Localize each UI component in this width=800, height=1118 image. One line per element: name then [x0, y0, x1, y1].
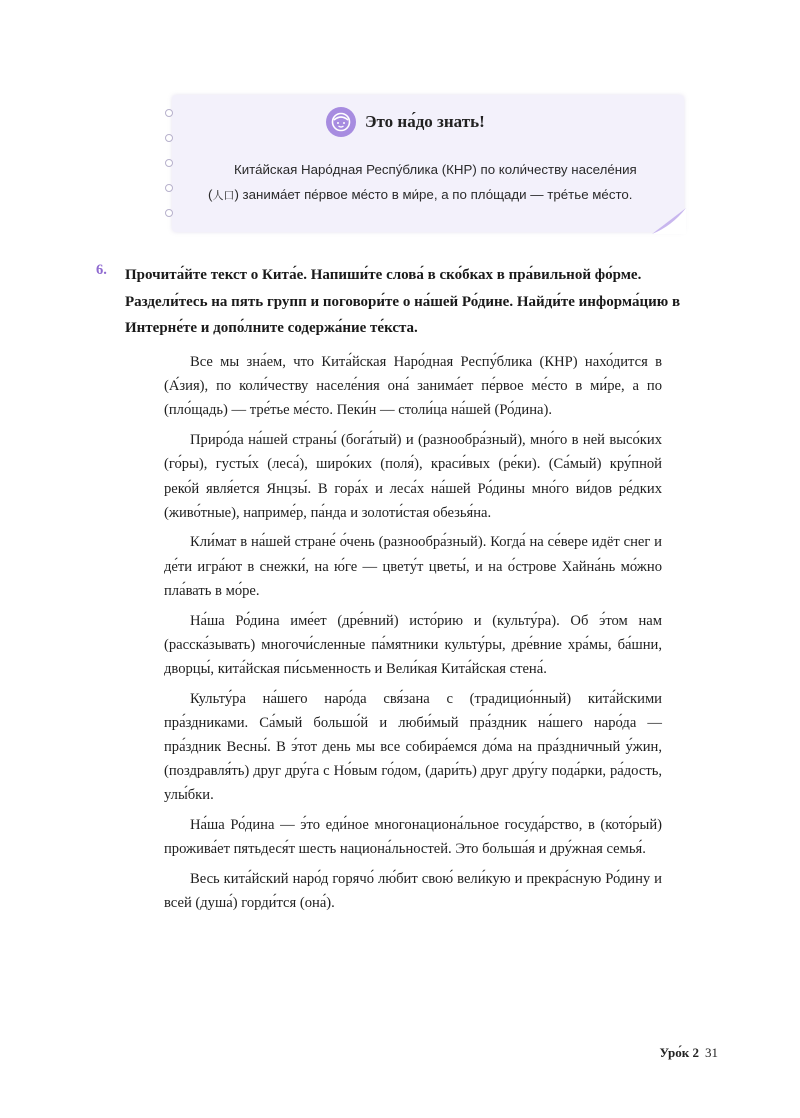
note-title: Это на́до знать! [365, 112, 485, 131]
task-number: 6. [96, 262, 107, 278]
paragraph: Культу́ра на́шего наро́да свя́зана с (традицио́нный) кита́йскими пра́здниками. Са́мый большо́й и люби́мый пра́здник на́шего наро́да — пра́здник Весны́. В э́тот день мы все собира́емся до́ма на пра́здничный у́жин, (поздравля́ть) друг дру́га с Но́вым го́дом, (дари́ть) друг дру́гу пода́рки, ра́дость, улы́бки. [164, 690, 662, 804]
page-number: 31 [705, 1045, 718, 1060]
paragraph: Приро́да на́шей страны́ (бога́тый) и (разнообра́зный), мно́го в ней высо́ких (го́ры), густы́х (леса́), широ́ких (поля́), краси́вых (ре́ки). (Са́мый) кру́пной реко́й явля́ется Янцзы́. В гора́х и леса́х на́шей Ро́дины мно́го ви́дов ре́дких (живо́тные), наприме́р, па́нда и золоти́стая обезья́на. [164, 432, 662, 521]
binder-ring-icon [165, 134, 173, 142]
info-note [172, 95, 684, 232]
binder-ring-icon [165, 184, 173, 192]
note-header [326, 107, 485, 137]
page-fold-icon [652, 208, 686, 234]
binder-rings [165, 109, 183, 234]
note-line-2-pre: ( [208, 187, 213, 202]
face-badge-icon [326, 107, 356, 137]
lesson-label: Уро́к 2 [659, 1045, 699, 1060]
paragraph: Все мы зна́ем, что Кита́йская Наро́дная Респу́блика (КНР) нахо́дится в (А́зия), по коли́честву населе́ния она́ занима́ет пе́рвое ме́сто в ми́ре, а по (пло́щадь) — тре́тье ме́сто. Пеки́н — столи́ца на́шей (Ро́дина). [164, 354, 662, 419]
note-text [208, 157, 668, 208]
paragraph: Весь кита́йский наро́д горячо́ лю́бит свою́ вели́кую и прекра́сную Ро́дину и всей (душа́) горди́тся (она́). [164, 871, 662, 912]
note-line-2-chinese: 人口 [212, 189, 235, 202]
note-line-2-post: ) занима́ет пе́рвое ме́сто в ми́ре, а по пло́щади — тре́тье ме́сто. [234, 187, 633, 202]
note-line-1: Кита́йская Наро́дная Респу́блика (КНР) по коли́честву населе́ния [234, 162, 637, 177]
page-footer [618, 1045, 718, 1061]
binder-ring-icon [165, 159, 173, 167]
paragraph: На́ша Ро́дина име́ет (дре́вний) исто́рию и (культу́ра). Об э́том нам (расска́зывать) многочи́сленные па́мятники культу́ры, дре́вние хра́мы, ба́шни, дворцы́, кита́йская пи́сьменность и Вели́кая Кита́йская стена́. [164, 612, 662, 677]
binder-ring-icon [165, 209, 173, 217]
task-instruction: Прочита́йте текст о Кита́е. Напиши́те слова́ в ско́бках в пра́вильной фо́рме. Раздели́тесь на пять групп и поговори́те о на́шей Ро́дине. Найди́те информа́цию в Интерне́те и допо́лните содержа́ние те́кста. [125, 267, 681, 336]
reading-text [164, 350, 662, 921]
binder-ring-icon [165, 109, 173, 117]
paragraph: Кли́мат в на́шей стране́ о́чень (разнообра́зный). Когда́ на се́вере идёт снег и де́ти игра́ют в снежки́, на ю́ге — цвету́т цветы́, и на о́строве Хайна́нь мо́жно пла́вать в мо́ре. [164, 534, 662, 599]
task-6 [96, 262, 702, 342]
note-line-2 [208, 182, 668, 208]
paragraph: На́ша Ро́дина — э́то еди́ное многонациона́льное госуда́рство, в (кото́рый) прожива́ет пятьдеся́т шесть национа́льностей. Это больша́я и дру́жная семья́. [164, 817, 662, 858]
